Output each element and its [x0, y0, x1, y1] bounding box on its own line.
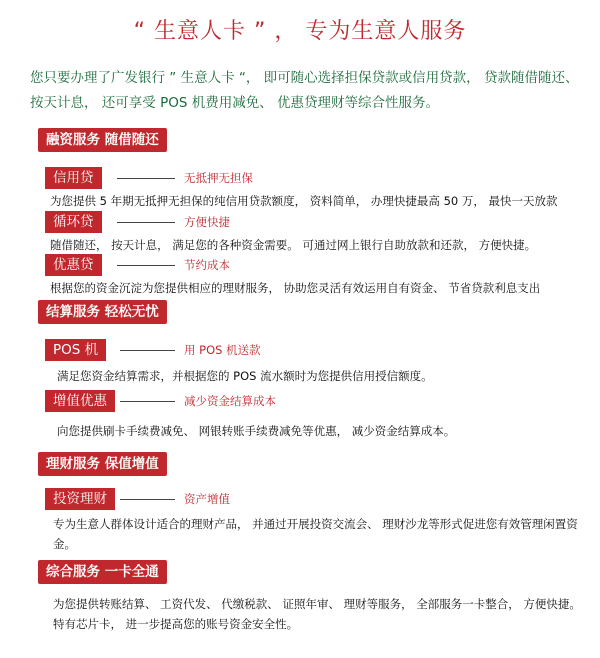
note-revolving-loan: 方便快捷 [184, 215, 230, 229]
connector-line [120, 499, 175, 500]
page-title: “ 生意人卡 ” ， 专为生意人服务 [133, 19, 467, 44]
tag-revolving-loan: 循环贷 [45, 211, 102, 233]
note-investment: 资产增值 [184, 492, 230, 506]
desc-preferred-loan: 根据您的资金沉淀为您提供相应的理财服务， 协助您灵活有效运用自有资金、 节省贷款利息支出 [50, 281, 541, 295]
intro-paragraph: 您只要办理了广发银行 ” 生意人卡 “， 即可随心选择担保贷款或信用贷款， 贷款随借随还、 按天计息， 还可享受 POS 机费用减免、 优惠贷理财等综合性服务。 [30, 70, 579, 111]
tag-value-added: 增值优惠 [45, 390, 115, 412]
desc-investment: 专为生意人群体设计适合的理财产品， 并通过开展投资交流会、 理财沙龙等形式促进您有效管理闲置资金。 [53, 517, 578, 551]
desc-credit-loan: 为您提供 5 年期无抵押无担保的纯信用贷款额度， 资料简单， 办理快捷最高 50 万， 最快一天放款 [50, 194, 558, 208]
section-financing: 融资服务 随借随还 [38, 128, 167, 152]
tag-preferred-loan: 优惠贷 [45, 254, 102, 276]
section-integrated: 综合服务 一卡全通 [38, 560, 167, 584]
tag-investment: 投资理财 [45, 488, 115, 510]
desc-pos: 满足您资金结算需求，并根据您的 POS 流水额时为您提供信用授信额度。 [57, 369, 433, 383]
desc-revolving-loan: 随借随还， 按天计息， 满足您的各种资金需要。 可通过网上银行自助放款和还款， 方便快捷。 [50, 238, 537, 252]
desc-value-added: 向您提供刷卡手续费减免、 网银转账手续费减免等优惠， 减少资金结算成本。 [57, 424, 456, 438]
note-preferred-loan: 节约成本 [184, 258, 230, 272]
tag-credit-loan: 信用贷 [45, 167, 102, 189]
section-settlement: 结算服务 轻松无忧 [38, 300, 167, 324]
note-pos: 用 POS 机送款 [184, 343, 261, 357]
tag-pos: POS 机 [45, 339, 106, 361]
note-credit-loan: 无抵押无担保 [184, 171, 253, 185]
section-wealth: 理财服务 保值增值 [38, 452, 167, 476]
connector-line [117, 265, 175, 266]
connector-line [117, 178, 175, 179]
note-value-added: 减少资金结算成本 [184, 394, 276, 408]
desc-integrated: 为您提供转账结算、 工资代发、 代缴税款、 证照年审、 理财等服务， 全部服务一卡整合， 方便快捷。 特有芯片卡， 进一步提高您的账号资金安全性。 [53, 597, 581, 631]
connector-line [120, 401, 175, 402]
connector-line [120, 350, 175, 351]
connector-line [117, 222, 175, 223]
